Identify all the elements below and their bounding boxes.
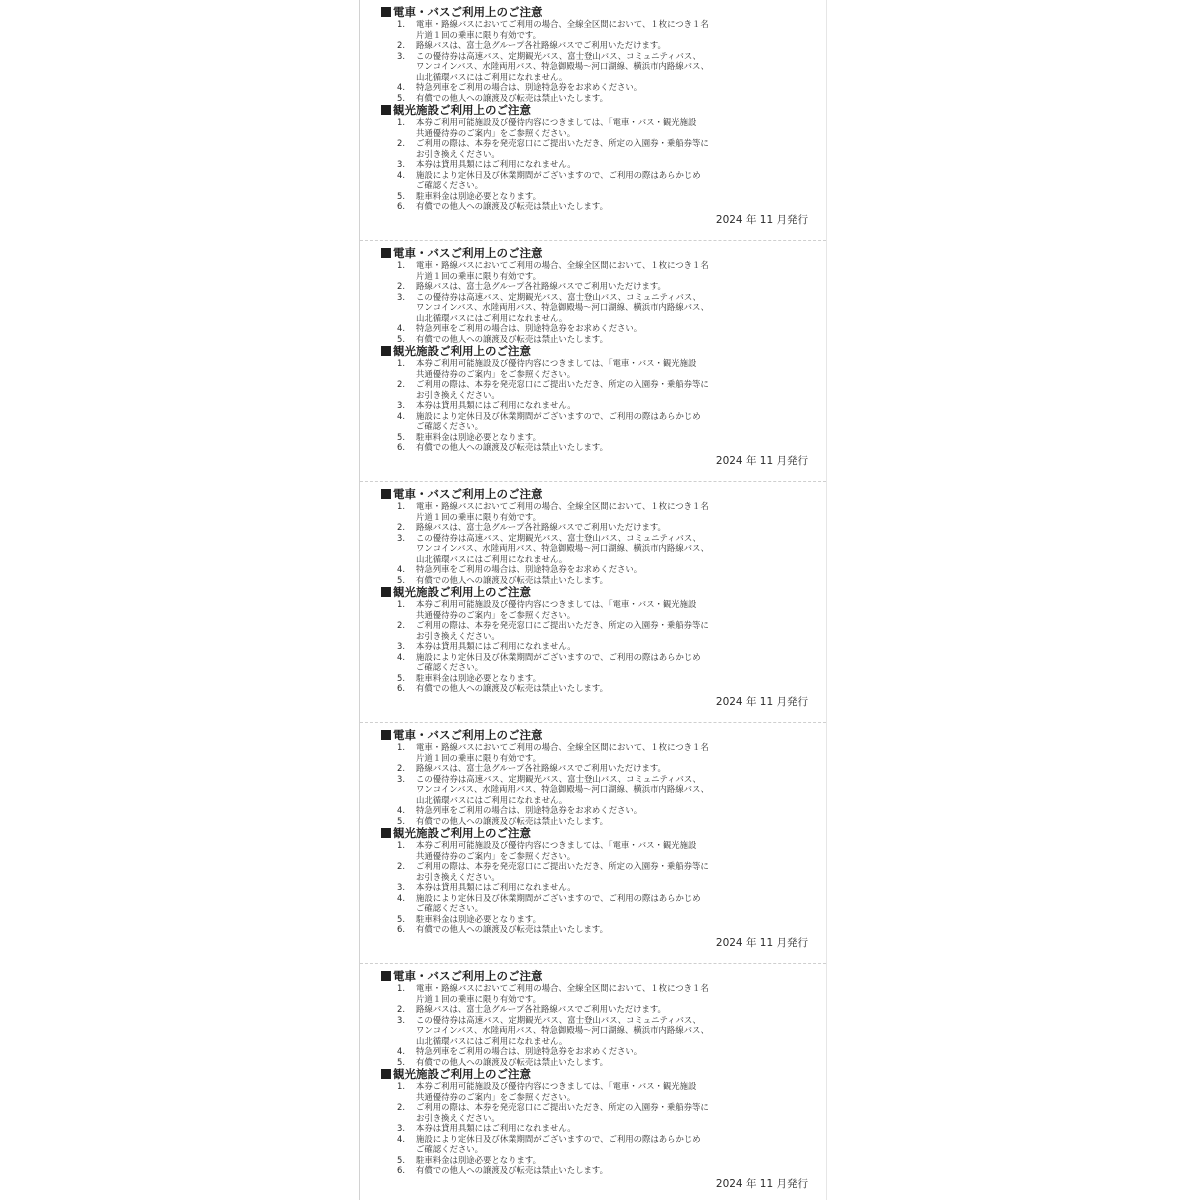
list-item [381,652,826,673]
item-line: 施設により定休日及び休業期間がございますので、ご利用の際はあらかじめ [416,410,701,421]
heading-text: 電車・バスご利用上のご注意 [393,246,543,260]
ticket-2 [360,241,826,481]
item-line: 有償での他人への譲渡及び転売は禁止いたします。 [416,924,608,934]
item-line: 特急列車をご利用の場合は、別途特急券をお求めください。 [416,564,643,574]
item-line: この優待券は高速バス、定期観光バス、富士登山バス、コミュニティバス、 [416,50,701,61]
item-line: 本券ご利用可能施設及び優待内容につきましては、「電車・バス・観光施設 [416,117,697,127]
item-line: 本券は貸用具類にはご利用になれません。 [416,1123,576,1133]
item-number: 3. [397,532,405,543]
item-line: 有償での他人への譲渡及び転売は禁止いたします。 [416,1056,608,1067]
item-line: 有償での他人への譲渡及び転売は禁止いたします。 [416,442,608,452]
facility-notice-list [381,1081,826,1176]
item-number: 6. [397,1165,405,1175]
list-item [381,442,826,453]
facility-notice-list [381,599,826,694]
list-item [381,1155,826,1166]
item-line: 片道１回の乗車に限り有効です。 [416,29,541,40]
item-number: 4. [397,651,405,662]
train-bus-notice-heading [381,969,826,983]
list-item [381,914,826,925]
list-item [381,170,826,191]
item-line: 特急列車をご利用の場合は、別途特急券をお求めください。 [416,1046,643,1056]
facility-notice-heading [381,344,826,358]
item-line: 共通優待券のご案内」をご参照ください。 [416,850,576,861]
item-number: 2. [397,1004,405,1014]
issue-date: 2024 年 11 月発行 [715,1178,808,1190]
list-item [381,51,826,83]
list-item [381,882,826,893]
item-line: 山北循環バスにはご利用になれません。 [416,71,568,82]
item-number: 2. [397,620,405,630]
list-item [381,1134,826,1155]
black-square-icon [381,489,391,499]
list-item [381,1165,826,1176]
item-line: 駐車料金は別途必要となります。 [416,672,541,683]
facility-notice-list [381,840,826,935]
list-item [381,742,826,763]
heading-text: 観光施設ご利用上のご注意 [393,103,531,117]
black-square-icon [381,828,391,838]
item-number: 5. [397,92,405,103]
item-line: ご利用の際は、本券を発売窓口にご提出いただき、所定の入園券・乗船券等に [416,138,709,148]
list-item [381,201,826,212]
train-bus-notice-list [381,983,826,1067]
item-number: 3. [397,50,405,61]
list-item [381,501,826,522]
item-number: 2. [397,763,405,773]
item-number: 1. [397,260,405,270]
list-item [381,620,826,641]
issue-date: 2024 年 11 月発行 [715,214,808,226]
item-number: 2. [397,379,405,389]
list-item [381,1102,826,1123]
item-line: 共通優待券のご案内」をご参照ください。 [416,609,576,620]
list-item [381,533,826,565]
list-item [381,19,826,40]
item-number: 2. [397,40,405,50]
item-line: 山北循環バスにはご利用になれません。 [416,312,568,323]
item-line: 駐車料金は別途必要となります。 [416,431,541,442]
list-item [381,575,826,586]
item-number: 4. [397,323,405,333]
item-line: ご利用の際は、本券を発売窓口にご提出いただき、所定の入園券・乗船券等に [416,620,709,630]
item-number: 6. [397,924,405,934]
item-number: 4. [397,169,405,180]
item-line: 共通優待券のご案内」をご参照ください。 [416,127,576,138]
black-square-icon [381,346,391,356]
train-bus-notice-list [381,19,826,103]
item-number: 1. [397,599,405,609]
item-number: 3. [397,400,405,410]
item-line: ワンコインバス、水陸両用バス、特急御殿場〜河口湖線、横浜市内路線バス、 [416,302,710,312]
item-line: 片道１回の乗車に限り有効です。 [416,752,541,763]
list-item [381,323,826,334]
item-line: 本券は貸用具類にはご利用になれません。 [416,159,576,169]
facility-notice-list [381,358,826,453]
item-line: 有償での他人への譲渡及び転売は禁止いたします。 [416,201,608,211]
item-line: 有償での他人への譲渡及び転売は禁止いたします。 [416,683,608,693]
list-item [381,1057,826,1068]
item-line: 本券ご利用可能施設及び優待内容につきましては、「電車・バス・観光施設 [416,599,697,609]
facility-notice-heading [381,826,826,840]
heading-text: 観光施設ご利用上のご注意 [393,344,531,358]
item-line: 山北循環バスにはご利用になれません。 [416,553,568,564]
item-line: 共通優待券のご案内」をご参照ください。 [416,368,576,379]
item-line: この優待券は高速バス、定期観光バス、富士登山バス、コミュニティバス、 [416,773,701,784]
item-line: ご確認ください。 [416,180,483,190]
item-line: 路線バスは、富士急グループ各社路線バスでご利用いただけます。 [416,763,666,773]
item-number: 2. [397,522,405,532]
list-item [381,82,826,93]
black-square-icon [381,248,391,258]
item-line: 有償での他人への譲渡及び転売は禁止いたします。 [416,574,608,585]
item-number: 3. [397,882,405,892]
list-item [381,400,826,411]
item-number: 5. [397,431,405,442]
item-line: ワンコインバス、水陸両用バス、特急御殿場〜河口湖線、横浜市内路線バス、 [416,1025,710,1035]
item-number: 3. [397,291,405,302]
list-item [381,432,826,443]
issue-date: 2024 年 11 月発行 [715,696,808,708]
item-number: 5. [397,1154,405,1165]
item-number: 6. [397,442,405,452]
item-number: 1. [397,19,405,29]
list-item [381,840,826,861]
facility-notice-heading [381,103,826,117]
item-number: 4. [397,564,405,574]
list-item [381,411,826,432]
facility-notice-heading [381,1067,826,1081]
item-number: 4. [397,1133,405,1144]
list-item [381,861,826,882]
item-number: 4. [397,892,405,903]
item-number: 4. [397,805,405,815]
item-line: 路線バスは、富士急グループ各社路線バスでご利用いただけます。 [416,1004,666,1014]
facility-notice-list [381,117,826,212]
train-bus-notice-list [381,742,826,826]
heading-text: 電車・バスご利用上のご注意 [393,728,543,742]
item-line: 本券は貸用具類にはご利用になれません。 [416,882,576,892]
item-line: お引き換えください。 [416,389,500,400]
list-item [381,1046,826,1057]
item-line: 駐車料金は別途必要となります。 [416,1154,541,1165]
list-item [381,924,826,935]
heading-text: 電車・バスご利用上のご注意 [393,487,543,501]
item-number: 5. [397,190,405,201]
item-number: 3. [397,641,405,651]
list-item [381,774,826,806]
item-number: 3. [397,1123,405,1133]
list-item [381,117,826,138]
list-item [381,1123,826,1134]
item-line: 駐車料金は別途必要となります。 [416,913,541,924]
list-item [381,805,826,816]
item-line: お引き換えください。 [416,1112,500,1123]
item-line: 本券ご利用可能施設及び優待内容につきましては、「電車・バス・観光施設 [416,840,697,850]
black-square-icon [381,587,391,597]
item-number: 1. [397,501,405,511]
item-line: 有償での他人への譲渡及び転売は禁止いたします。 [416,92,608,103]
item-number: 5. [397,672,405,683]
item-line: 有償での他人への譲渡及び転売は禁止いたします。 [416,1165,608,1175]
item-line: お引き換えください。 [416,871,500,882]
item-line: ご確認ください。 [416,1144,483,1154]
black-square-icon [381,730,391,740]
ticket-4 [360,723,826,963]
item-line: 電車・路線バスにおいてご利用の場合、全線全区間において、１枚につき１名 [416,983,709,993]
item-number: 5. [397,1056,405,1067]
list-item [381,1081,826,1102]
item-line: 特急列車をご利用の場合は、別途特急券をお求めください。 [416,82,643,92]
item-number: 2. [397,281,405,291]
item-number: 3. [397,159,405,169]
item-line: 特急列車をご利用の場合は、別途特急券をお求めください。 [416,323,643,333]
ticket-3 [360,482,826,722]
item-line: 本券ご利用可能施設及び優待内容につきましては、「電車・バス・観光施設 [416,1081,697,1091]
item-line: この優待券は高速バス、定期観光バス、富士登山バス、コミュニティバス、 [416,291,701,302]
item-number: 1. [397,983,405,993]
item-line: 電車・路線バスにおいてご利用の場合、全線全区間において、１枚につき１名 [416,742,709,752]
black-square-icon [381,7,391,17]
item-number: 4. [397,82,405,92]
item-line: ワンコインバス、水陸両用バス、特急御殿場〜河口湖線、横浜市内路線バス、 [416,543,710,553]
list-item [381,292,826,324]
item-number: 5. [397,913,405,924]
item-line: 片道１回の乗車に限り有効です。 [416,270,541,281]
item-number: 1. [397,117,405,127]
item-line: ご利用の際は、本券を発売窓口にご提出いただき、所定の入園券・乗船券等に [416,379,709,389]
list-item [381,1015,826,1047]
list-item [381,191,826,202]
item-number: 1. [397,840,405,850]
item-line: ご確認ください。 [416,662,483,672]
list-item [381,816,826,827]
item-line: ご確認ください。 [416,421,483,431]
item-line: 施設により定休日及び休業期間がございますので、ご利用の際はあらかじめ [416,1133,701,1144]
item-line: お引き換えください。 [416,148,500,159]
item-line: 特急列車をご利用の場合は、別途特急券をお求めください。 [416,805,643,815]
item-line: ワンコインバス、水陸両用バス、特急御殿場〜河口湖線、横浜市内路線バス、 [416,61,710,71]
item-line: 電車・路線バスにおいてご利用の場合、全線全区間において、１枚につき１名 [416,260,709,270]
list-item [381,763,826,774]
item-line: 施設により定休日及び休業期間がございますので、ご利用の際はあらかじめ [416,651,701,662]
item-number: 4. [397,1046,405,1056]
black-square-icon [381,105,391,115]
issue-date: 2024 年 11 月発行 [715,937,808,949]
item-number: 1. [397,742,405,752]
item-number: 1. [397,358,405,368]
list-item [381,641,826,652]
list-item [381,522,826,533]
item-line: この優待券は高速バス、定期観光バス、富士登山バス、コミュニティバス、 [416,532,701,543]
list-item [381,893,826,914]
list-item [381,1004,826,1015]
item-line: 山北循環バスにはご利用になれません。 [416,794,568,805]
black-square-icon [381,971,391,981]
list-item [381,93,826,104]
issue-date: 2024 年 11 月発行 [715,455,808,467]
list-item [381,673,826,684]
list-item [381,564,826,575]
item-line: 共通優待券のご案内」をご参照ください。 [416,1091,576,1102]
list-item [381,260,826,281]
item-line: 本券は貸用具類にはご利用になれません。 [416,400,576,410]
heading-text: 電車・バスご利用上のご注意 [393,5,543,19]
list-item [381,983,826,1004]
item-number: 2. [397,1102,405,1112]
heading-text: 観光施設ご利用上のご注意 [393,585,531,599]
item-line: 電車・路線バスにおいてご利用の場合、全線全区間において、１枚につき１名 [416,501,709,511]
item-line: 本券は貸用具類にはご利用になれません。 [416,641,576,651]
item-line: 路線バスは、富士急グループ各社路線バスでご利用いただけます。 [416,522,666,532]
train-bus-notice-heading [381,487,826,501]
item-line: 片道１回の乗車に限り有効です。 [416,511,541,522]
item-line: ご利用の際は、本券を発売窓口にご提出いただき、所定の入園券・乗船券等に [416,861,709,871]
item-line: この優待券は高速バス、定期観光バス、富士登山バス、コミュニティバス、 [416,1014,701,1025]
item-line: 施設により定休日及び休業期間がございますので、ご利用の際はあらかじめ [416,892,701,903]
list-item [381,281,826,292]
list-item [381,40,826,51]
list-item [381,138,826,159]
item-line: 片道１回の乗車に限り有効です。 [416,993,541,1004]
item-line: 電車・路線バスにおいてご利用の場合、全線全区間において、１枚につき１名 [416,19,709,29]
list-item [381,683,826,694]
train-bus-notice-heading [381,5,826,19]
list-item [381,358,826,379]
ticket-1 [360,0,826,240]
black-square-icon [381,1069,391,1079]
item-number: 3. [397,773,405,784]
item-line: 施設により定休日及び休業期間がございますので、ご利用の際はあらかじめ [416,169,701,180]
list-item [381,159,826,170]
item-line: ワンコインバス、水陸両用バス、特急御殿場〜河口湖線、横浜市内路線バス、 [416,784,710,794]
item-line: 山北循環バスにはご利用になれません。 [416,1035,568,1046]
sheet-right-edge [826,0,827,1200]
item-number: 3. [397,1014,405,1025]
item-number: 6. [397,683,405,693]
list-item [381,379,826,400]
list-item [381,599,826,620]
heading-text: 電車・バスご利用上のご注意 [393,969,543,983]
heading-text: 観光施設ご利用上のご注意 [393,826,531,840]
item-number: 6. [397,201,405,211]
list-item [381,334,826,345]
item-number: 4. [397,410,405,421]
heading-text: 観光施設ご利用上のご注意 [393,1067,531,1081]
item-number: 5. [397,815,405,826]
item-number: 1. [397,1081,405,1091]
train-bus-notice-heading [381,246,826,260]
item-line: 有償での他人への譲渡及び転売は禁止いたします。 [416,333,608,344]
item-line: 有償での他人への譲渡及び転売は禁止いたします。 [416,815,608,826]
train-bus-notice-list [381,501,826,585]
item-line: 路線バスは、富士急グループ各社路線バスでご利用いただけます。 [416,40,666,50]
item-line: お引き換えください。 [416,630,500,641]
item-number: 2. [397,861,405,871]
item-number: 5. [397,333,405,344]
train-bus-notice-list [381,260,826,344]
facility-notice-heading [381,585,826,599]
item-line: 本券ご利用可能施設及び優待内容につきましては、「電車・バス・観光施設 [416,358,697,368]
item-line: 路線バスは、富士急グループ各社路線バスでご利用いただけます。 [416,281,666,291]
train-bus-notice-heading [381,728,826,742]
item-line: ご利用の際は、本券を発売窓口にご提出いただき、所定の入園券・乗船券等に [416,1102,709,1112]
item-line: ご確認ください。 [416,903,483,913]
item-number: 2. [397,138,405,148]
item-number: 5. [397,574,405,585]
ticket-5 [360,964,826,1204]
item-line: 駐車料金は別途必要となります。 [416,190,541,201]
